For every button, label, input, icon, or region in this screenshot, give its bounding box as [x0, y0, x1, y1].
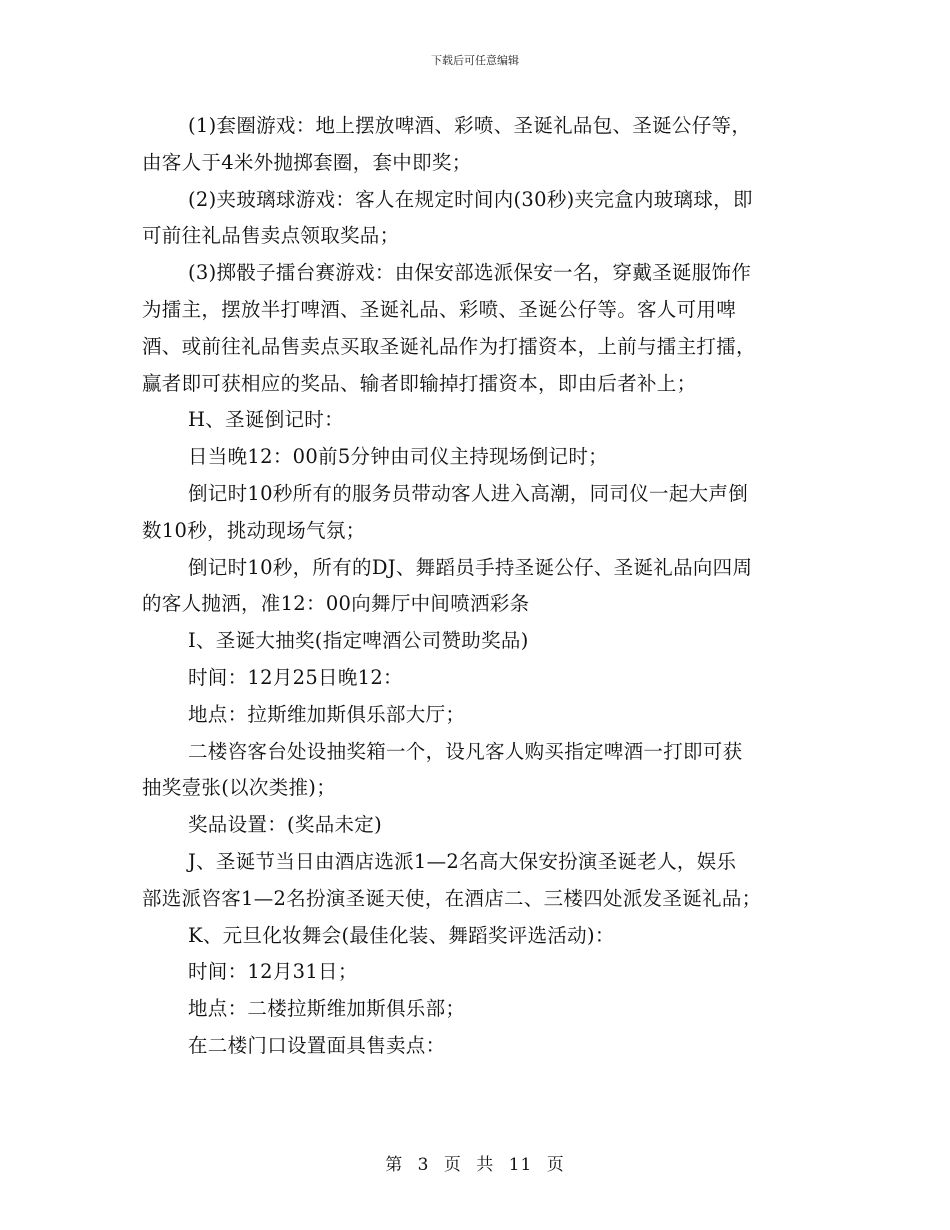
text-line: H、圣诞倒记时： — [188, 408, 344, 432]
text-line: 赢者即可获相应的奖品、输者即输掉打擂资本，即由后者补上； — [142, 371, 697, 395]
text-line: 的客人抛洒，准12：00向舞厅中间喷洒彩条 — [142, 592, 530, 616]
text-line: 地点：二楼拉斯维加斯俱乐部； — [188, 997, 466, 1021]
text-line: 倒记时10秒所有的服务员带动客人进入高潮，同司仪一起大声倒 — [188, 481, 749, 505]
text-line: I、圣诞大抽奖(指定啤酒公司赞助奖品) — [188, 629, 529, 653]
text-line: 在二楼门口设置面具售卖点： — [188, 1033, 446, 1057]
page-footer: 第 3 页 共 11 页 — [385, 1155, 565, 1175]
text-line: 可前往礼品售卖点领取奖品； — [142, 224, 400, 248]
text-line: (2)夹玻璃球游戏：客人在规定时间内(30秒)夹完盒内玻璃球，即 — [188, 187, 753, 211]
text-line: 数10秒，挑动现场气氛； — [142, 518, 366, 542]
text-line: 抽奖壹张(以次类推)； — [142, 776, 337, 800]
page-header: 下载后可任意编辑 — [431, 54, 519, 67]
document-body — [142, 108, 818, 1065]
text-line: K、元旦化妆舞会(最佳化装、舞蹈奖评选活动)： — [188, 923, 615, 947]
text-line: 由客人于4米外抛掷套圈，套中即奖； — [142, 150, 472, 174]
text-line: (3)掷骰子擂台赛游戏：由保安部选派保安一名，穿戴圣诞服饰作 — [188, 261, 752, 285]
text-line: 奖品设置：(奖品未定) — [188, 813, 383, 837]
text-line: 部选派咨客1—2名扮演圣诞天使，在酒店二、三楼四处派发圣诞礼品； — [142, 886, 762, 910]
text-line: J、圣诞节当日由酒店选派1—2名高大保安扮演圣诞老人，娱乐 — [188, 849, 737, 873]
text-line: 为擂主，摆放半打啤酒、圣诞礼品、彩喷、圣诞公仔等。客人可用啤 — [142, 297, 737, 321]
text-line: 酒、或前往礼品售卖点买取圣诞礼品作为打擂资本，上前与擂主打擂， — [142, 334, 756, 358]
text-line: 倒记时10秒，所有的DJ、舞蹈员手持圣诞公仔、圣诞礼品向四周 — [188, 555, 753, 579]
text-line: 二楼咨客台处设抽奖箱一个，设凡客人购买指定啤酒一打即可获 — [188, 739, 743, 763]
text-line: 地点：拉斯维加斯俱乐部大厅； — [188, 702, 466, 726]
text-line: (1)套圈游戏：地上摆放啤酒、彩喷、圣诞礼品包、圣诞公仔等， — [188, 114, 752, 137]
text-line: 时间：12月31日； — [188, 960, 358, 984]
text-line: 日当晚12：00前5分钟由司仪主持现场倒记时； — [188, 445, 608, 469]
text-line: 时间：12月25日晚12： — [188, 665, 403, 689]
